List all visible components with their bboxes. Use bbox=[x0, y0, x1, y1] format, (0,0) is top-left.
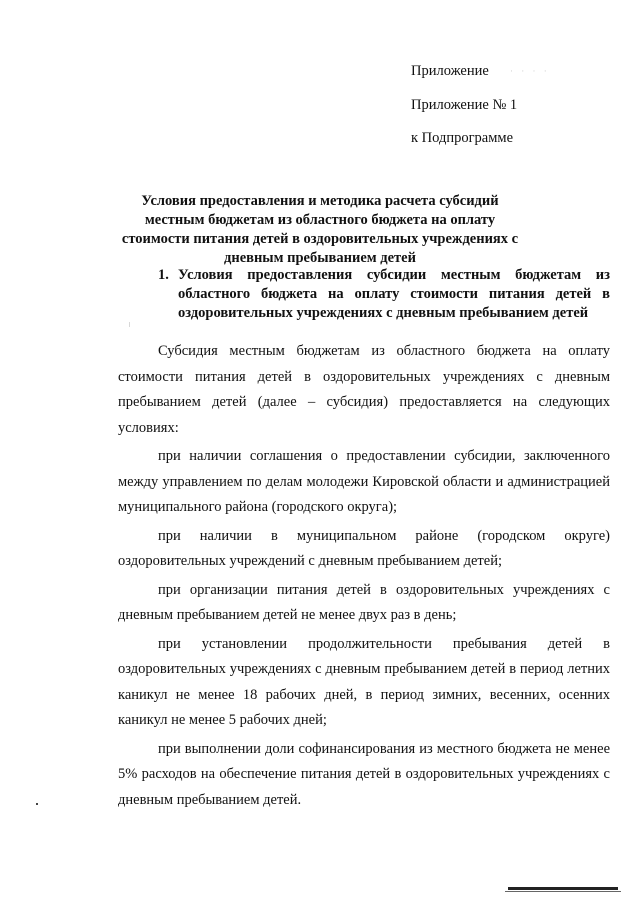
paragraph-condition-meals: при организации питания детей в оздоровительных учреждениях с дневным пребыванием детей не менее двух раз в день; bbox=[118, 581, 610, 623]
margin-mark bbox=[129, 322, 130, 327]
document-body bbox=[118, 339, 610, 816]
section-heading bbox=[158, 266, 610, 323]
document-title: Условия предоставления и методика расчета субсидий местным бюджетам из областного бюджета на оплату стоимости питания детей в оздоровительных учреждениях с дневным пребыванием детей bbox=[121, 193, 519, 266]
paragraph-condition-institutions: при наличии в муниципальном районе (городском округе) оздоровительных учреждений с дневным пребыванием детей; bbox=[118, 527, 610, 569]
footer-rule-underline bbox=[505, 891, 621, 892]
scan-speck bbox=[36, 803, 38, 805]
appendix-label: Приложение bbox=[411, 63, 489, 79]
appendix-reference: к Подпрограмме bbox=[411, 130, 514, 146]
section-heading-text: Условия предоставления субсидии местным бюджетам из областного бюджета на оплату стоимости питания детей в оздоровительных учреждениях с дневным пребыванием детей bbox=[178, 267, 610, 321]
appendix-number: Приложение № 1 bbox=[411, 97, 518, 113]
section-number: 1. bbox=[158, 267, 169, 283]
paragraph-condition-agreement: при наличии соглашения о предоставлении субсидии, заключенного между управлением по делам молодежи Кировской области и администрацией муниципального района (городского округа); bbox=[118, 448, 610, 515]
paragraph-intro: Субсидия местным бюджетам из областного бюджета на оплату стоимости питания детей в оздоровительных учреждениях с дневным пребыванием детей (далее – субсидия) предоставляется на следующих условиях: bbox=[118, 343, 610, 436]
paragraph-condition-duration: при установлении продолжительности пребывания детей в оздоровительных учреждениях с дневным пребыванием детей в период летних каникул не менее 18 рабочих дней, в период зимних, весенних, осенних каникул не менее 5 рабочих дней; bbox=[118, 635, 610, 728]
paragraph-condition-cofinancing: при выполнении доли софинансирования из местного бюджета не менее 5% расходов на обеспечение питания детей в оздоровительных учреждениях с дневным пребыванием детей. bbox=[118, 740, 610, 808]
faint-stamp-mark: · · · · bbox=[510, 66, 550, 76]
footer-rule bbox=[508, 887, 618, 890]
